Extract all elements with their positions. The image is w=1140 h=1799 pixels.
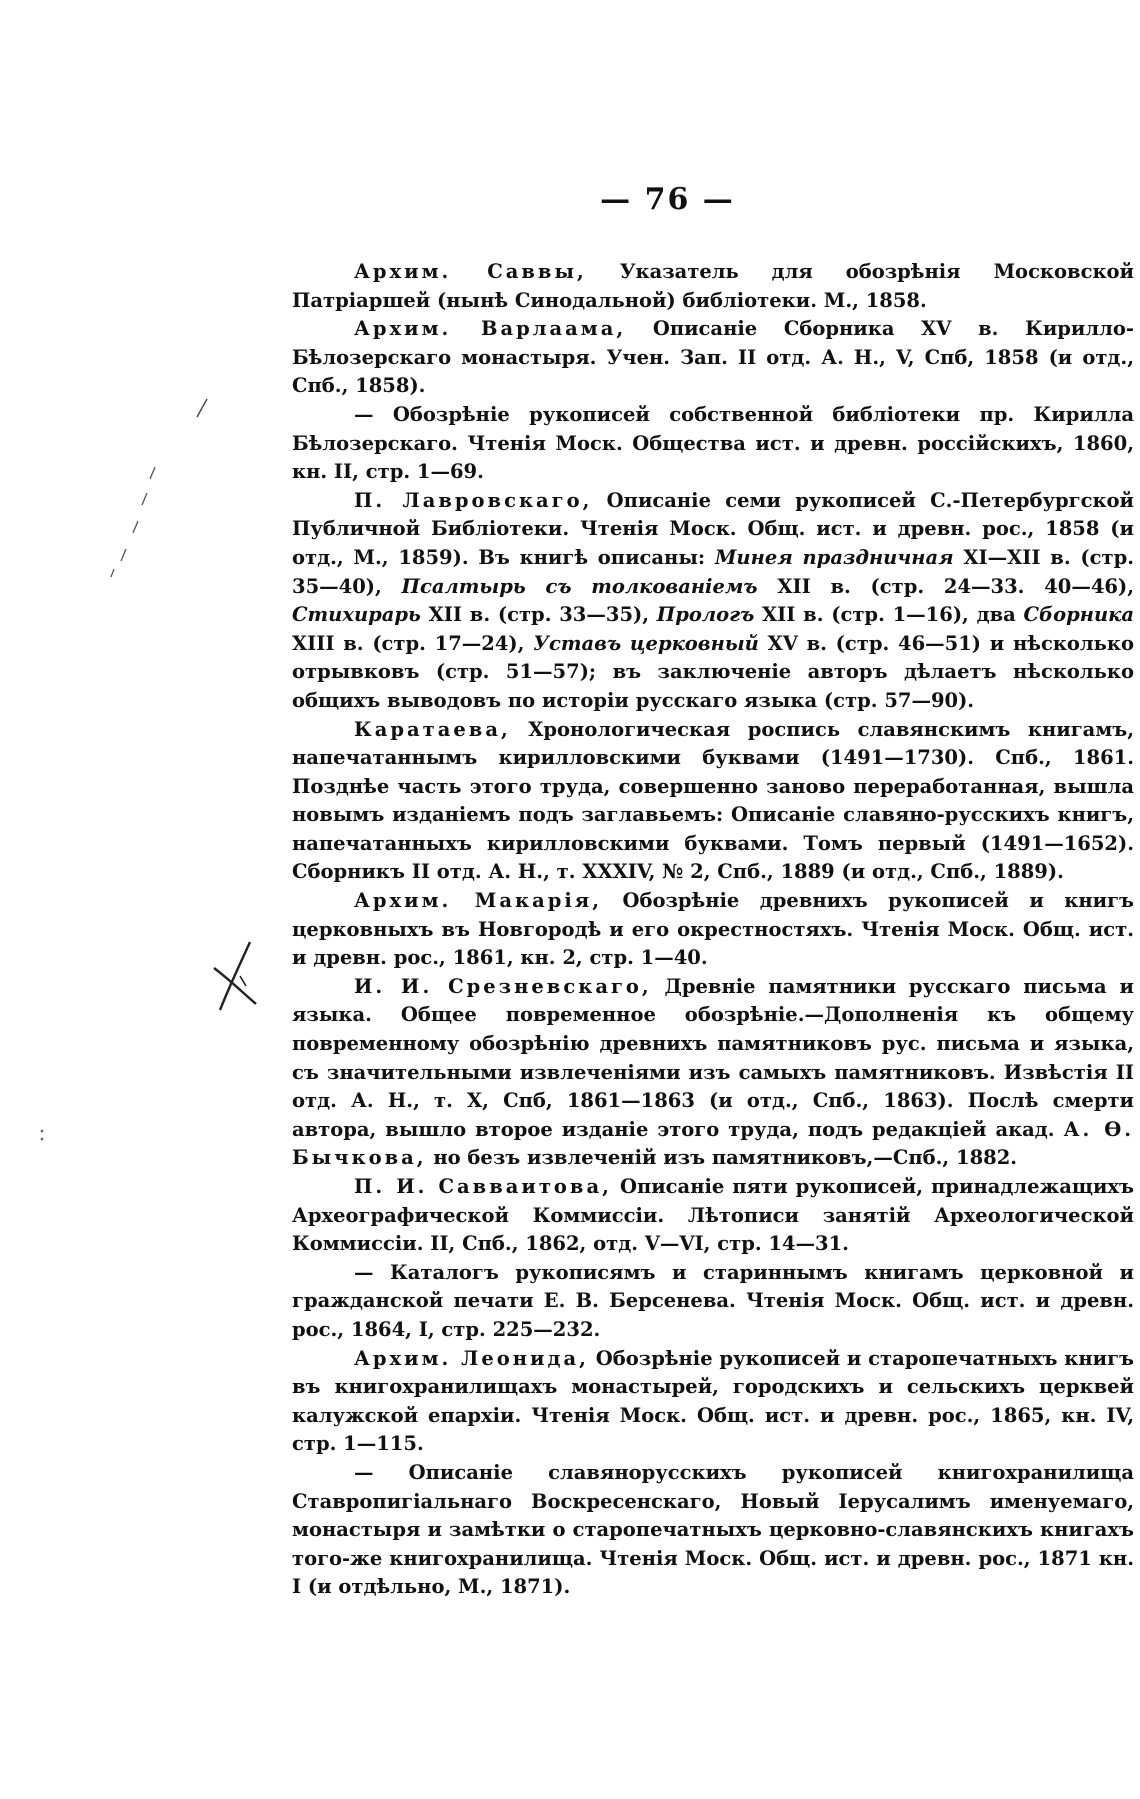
entry-savvaitov [292,1173,1134,1259]
entry-text: Обозрѣніе рукописей и старопечатныхъ книгъ въ книгохранилищахъ монастырей, городскихъ и сельскихъ церквей калужской епархіи. Чтенія Моск. Общ. ист. и древн. рос., 1865, кн. IV, стр. 1—115. [292,1346,1134,1456]
pencil-dot-mark [38,1128,46,1142]
entry-text: XI—XII в. (стр. 35—40), [292,545,1135,598]
entry-text: XV в. (стр. 46—51) и нѣсколько отрывковъ (стр. 51—57); въ заключеніе авторъ дѣлаетъ нѣсколько общихъ выводовъ по исторіи русскаго языка (стр. 57—90). [292,631,1134,712]
entry-varlaam-second [292,401,1134,487]
entry-text: Обозрѣніе древнихъ рукописей и книгъ церковныхъ въ Новгородѣ и его окрестностяхъ. Чтенія Моск. Общ. ист. и древн. рос., 1861, кн. 2, стр. 1—40. [292,889,1134,970]
entry-leonid [292,1345,1134,1459]
entry-text: — Описаніе славянорусскихъ рукописей книгохранилища Ставропигіальнаго Воскресенскаго, Новый Іерусалимъ именуемаго, монастыря и замѣтки о старопечатныхъ церковно-славянскихъ книгахъ того-же книгохранилища. Чтенія Моск. Общ. ист. и древн. рос., 1871 кн. I (и отдѣльно, М., 1871). [292,1460,1134,1599]
manuscript-title: Прологъ [656,603,755,627]
entry-text: XII в. (стр. 24—33. 40—46), [757,574,1134,598]
entry-author: П. Лавровскаго, [354,488,593,512]
entry-savvaitov-second [292,1259,1134,1345]
entry-author: И. И. Срезневскаго, [354,974,652,998]
entry-author: П. И. Савваитова, [354,1175,612,1198]
pencil-cross-mark [210,940,262,1012]
entry-text: — Обозрѣніе рукописей собственной библіотеки пр. Кирилла Бѣлозерскаго. Чтенія Моск. Общества ист. и древн. россійскихъ, 1860, кн. II, стр. 1—69. [292,402,1134,484]
entry-leonid-second [292,1459,1134,1602]
entry-text: Описаніе Сборника XV в. Кирилло-Бѣлозерскаго монастыря. Учен. Зап. II отд. А. Н., V, Спб, 1858 (и отд., Спб., 1858). [292,317,1134,398]
entry-savva [292,258,1134,315]
entry-makary [292,887,1134,973]
entry-lavrovsky [292,487,1134,716]
entry-text: XII в. (стр. 33—35), [420,603,657,627]
entry-text: Древніе памятники русскаго письма и языка. Общее повременное обозрѣніе.—Дополненія къ общему повременному обозрѣнію древнихъ памятниковъ рус. письма и языка, съ значительными извлеченіями изъ самыхъ памятниковъ. Извѣстія II отд. А. Н., т. X, Спб, 1861—1863 (и отд., Спб., 1863). Послѣ смерти автора, вышло второе изданіе этого труда, подъ редакціей акад. [292,974,1134,1141]
entry-author: Архим. Саввы, [354,260,587,283]
entry-karataev [292,716,1134,888]
entry-text: но безъ извлеченій изъ памятниковъ,—Спб., 1882. [426,1146,1018,1170]
entry-text: Описаніе пяти рукописей, принадлежащихъ Археографической Коммиссіи. Лѣтописи занятій Археологической Коммиссіи. II, Спб., 1862, отд. V—VI, стр. 14—31. [292,1175,1134,1256]
entry-author: Архим. Варлаама, [354,317,627,341]
pencil-slash-mark [195,398,209,418]
entry-text: Хронологическая роспись славянскимъ книгамъ, напечатаннымъ кирилловскими буквами (1491—1730). Спб., 1861. Позднѣе часть этого труда, совершенно заново переработанная, вышла новымъ изданіемъ подъ заглавьемъ: Описаніе славяно-русскихъ книгъ, напечатанныхъ кирилловскими буквами. Томъ первый (1491—1652). Сборникъ II отд. А. Н., т. XXXIV, № 2, Спб., 1889 (и отд., Спб., 1889). [292,717,1134,884]
entry-sreznevsky [292,973,1134,1173]
page-number: — 76 — [600,182,735,217]
entry-editor: А. Ѳ. Бычкова, [292,1117,1134,1170]
entry-text: Указатель для обозрѣнія Московской Патріаршей (нынѣ Синодальной) библіотеки. М., 1858. [292,260,1135,312]
manuscript-title: Псалтырь съ толкованіемъ [401,574,758,598]
bibliography-list [292,258,1134,1602]
entry-author: Архим. Макарія, [354,889,602,913]
manuscript-title: Сборника [1023,603,1134,627]
entry-text: — Каталогъ рукописямъ и стариннымъ книгамъ церковной и гражданской печати Е. В. Берсенева. Чтенія Моск. Общ. ист. и древн. рос., 1864, I, стр. 225—232. [292,1260,1134,1341]
entry-varlaam [292,315,1134,401]
entry-author: Каратаева, [354,717,511,741]
manuscript-title: Уставъ церковный [533,631,759,655]
entry-text: XII в. (стр. 1—16), два [754,603,1024,627]
entry-text: XIII в. (стр. 17—24), [292,631,534,655]
entry-text: Описаніе семи рукописей С.-Петербургской Публичной Библіотеки. Чтенія Моск. Общ. ист. и древн. рос., 1858 (и отд., М., 1859). Въ книгѣ описаны: [292,488,1134,569]
manuscript-title: Минея праздничная [714,545,954,569]
pencil-dashed-mark [100,465,160,580]
manuscript-title: Стихирарь [292,603,421,627]
entry-author: Архим. Леонида, [354,1346,589,1370]
